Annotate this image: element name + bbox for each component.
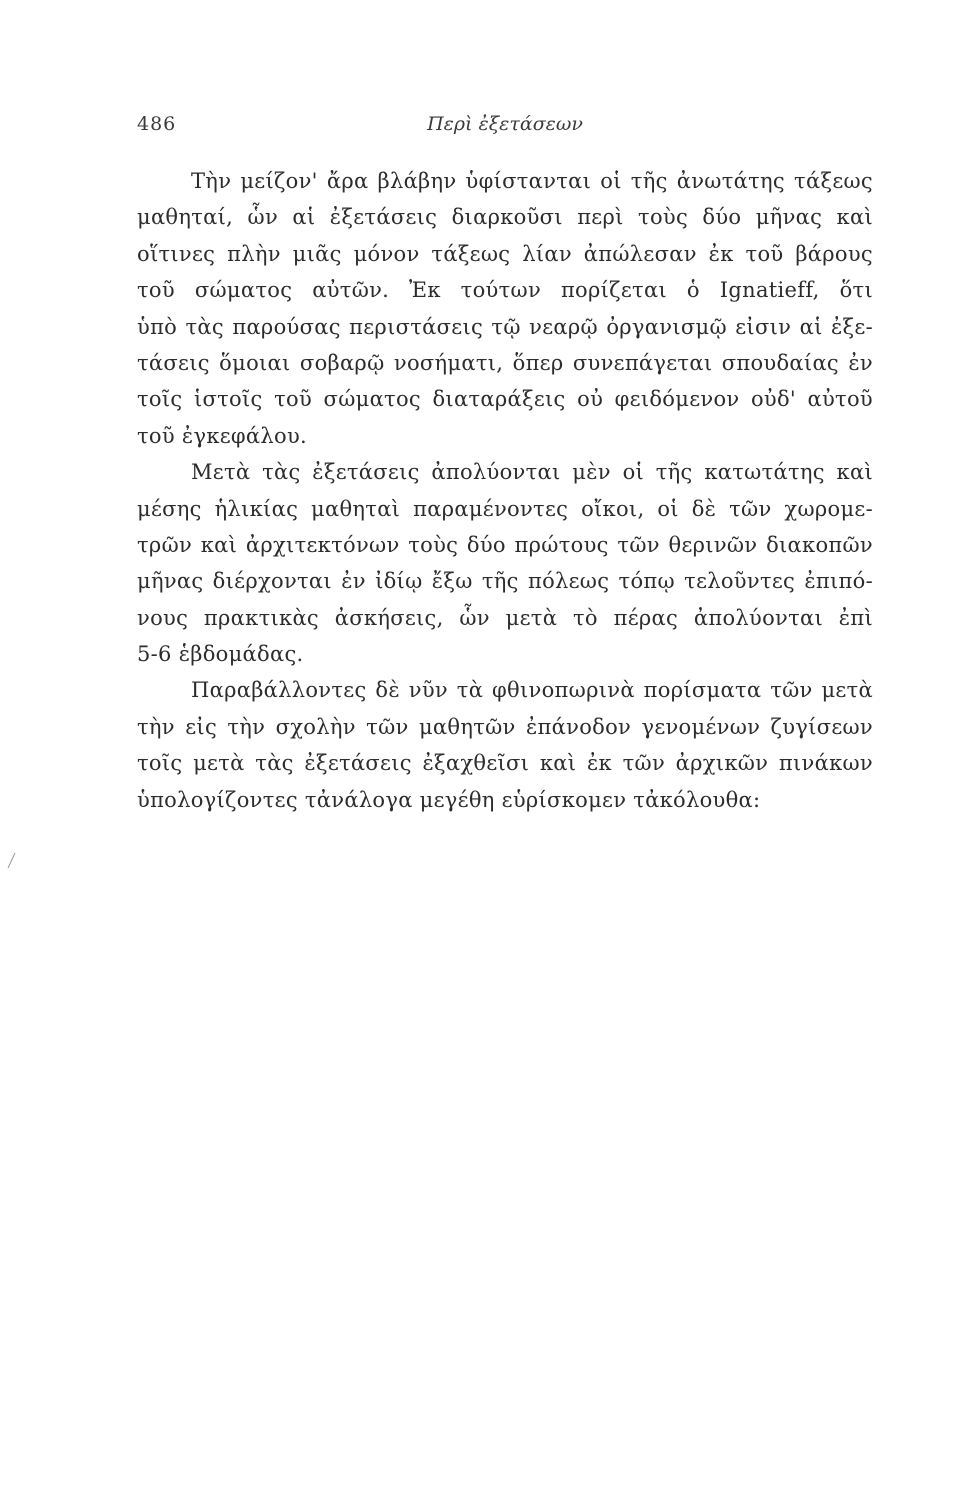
paragraph-3 — [137, 672, 873, 818]
text-line: μαθηταί, ὧν αἱ ἐξετάσεις διαρκοῦσι περὶ τοὺς δύο μῆνας καὶ — [137, 205, 873, 230]
paragraph-1 — [137, 163, 873, 454]
text-line: τὴν εἰς τὴν σχολὴν τῶν μαθητῶν ἐπάνοδον γενομένων ζυγίσεων — [137, 714, 873, 739]
text-line: τοῖς μετὰ τὰς ἐξετάσεις ἐξαχθεῖσι καὶ ἐκ τῶν ἀρχικῶν πινάκων — [137, 751, 873, 776]
text-line: νους πρακτικὰς ἀσκήσεις, ὧν μετὰ τὸ πέρας ἀπολύονται ἐπὶ — [137, 605, 873, 630]
text-line: τοῦ σώματος αὐτῶν. Ἐκ τούτων πορίζεται ὁ Ignatieff, ὅτι — [137, 278, 873, 303]
text-line: οἵτινες πλὴν μιᾶς μόνον τάξεως λίαν ἀπώλεσαν ἐκ τοῦ βάρους — [137, 241, 873, 266]
text-line: ὑπολογίζοντες τἀνάλογα μεγέθη εὑρίσκομεν τἀκόλουθα: — [137, 787, 761, 812]
text-line: τάσεις ὅμοιαι σοβαρῷ νοσήματι, ὅπερ συνεπάγεται σπουδαίας ἐν — [137, 350, 873, 375]
text-line: 5-6 ἑβδομάδας. — [137, 642, 304, 667]
page-number: 486 — [137, 113, 177, 135]
text-line: Τὴν μείζον' ἄρα βλάβην ὑφίστανται οἱ τῆς ἀνωτάτης τάξεως — [191, 169, 873, 193]
text-line: Παραβάλλοντες δὲ νῦν τὰ φθινοπωρινὰ πορίσματα τῶν μετὰ — [191, 678, 873, 703]
text-line: τρῶν καὶ ἀρχιτεκτόνων τοὺς δύο πρώτους τῶν θερινῶν διακοπῶν — [137, 532, 873, 557]
paragraph-2 — [137, 454, 873, 672]
paper-speck-marks — [6, 850, 18, 870]
text-line: τοῖς ἱστοῖς τοῦ σώματος διαταράξεις οὐ φειδόμενον οὐδ' αὐτοῦ — [137, 387, 873, 412]
text-line: Μετὰ τὰς ἐξετάσεις ἀπολύονται μὲν οἱ τῆς κατωτάτης καὶ — [191, 460, 873, 485]
text-line: ὑπὸ τὰς παρούσας περιστάσεις τῷ νεαρῷ ὀργανισμῷ εἰσιν αἱ ἐξε- — [137, 314, 873, 339]
text-line: μῆνας διέρχονται ἐν ἰδίῳ ἔξω τῆς πόλεως τόπῳ τελοῦντες ἐπιπό- — [137, 569, 873, 594]
running-title: Περὶ ἐξετάσεων — [427, 113, 583, 135]
text-line: τοῦ ἐγκεφάλου. — [137, 423, 308, 448]
text-line: μέσης ἡλικίας μαθηταὶ παραμένοντες οἴκοι, οἱ δὲ τῶν χωρομε- — [137, 496, 873, 521]
page-header — [137, 113, 873, 143]
body-text — [137, 163, 873, 818]
